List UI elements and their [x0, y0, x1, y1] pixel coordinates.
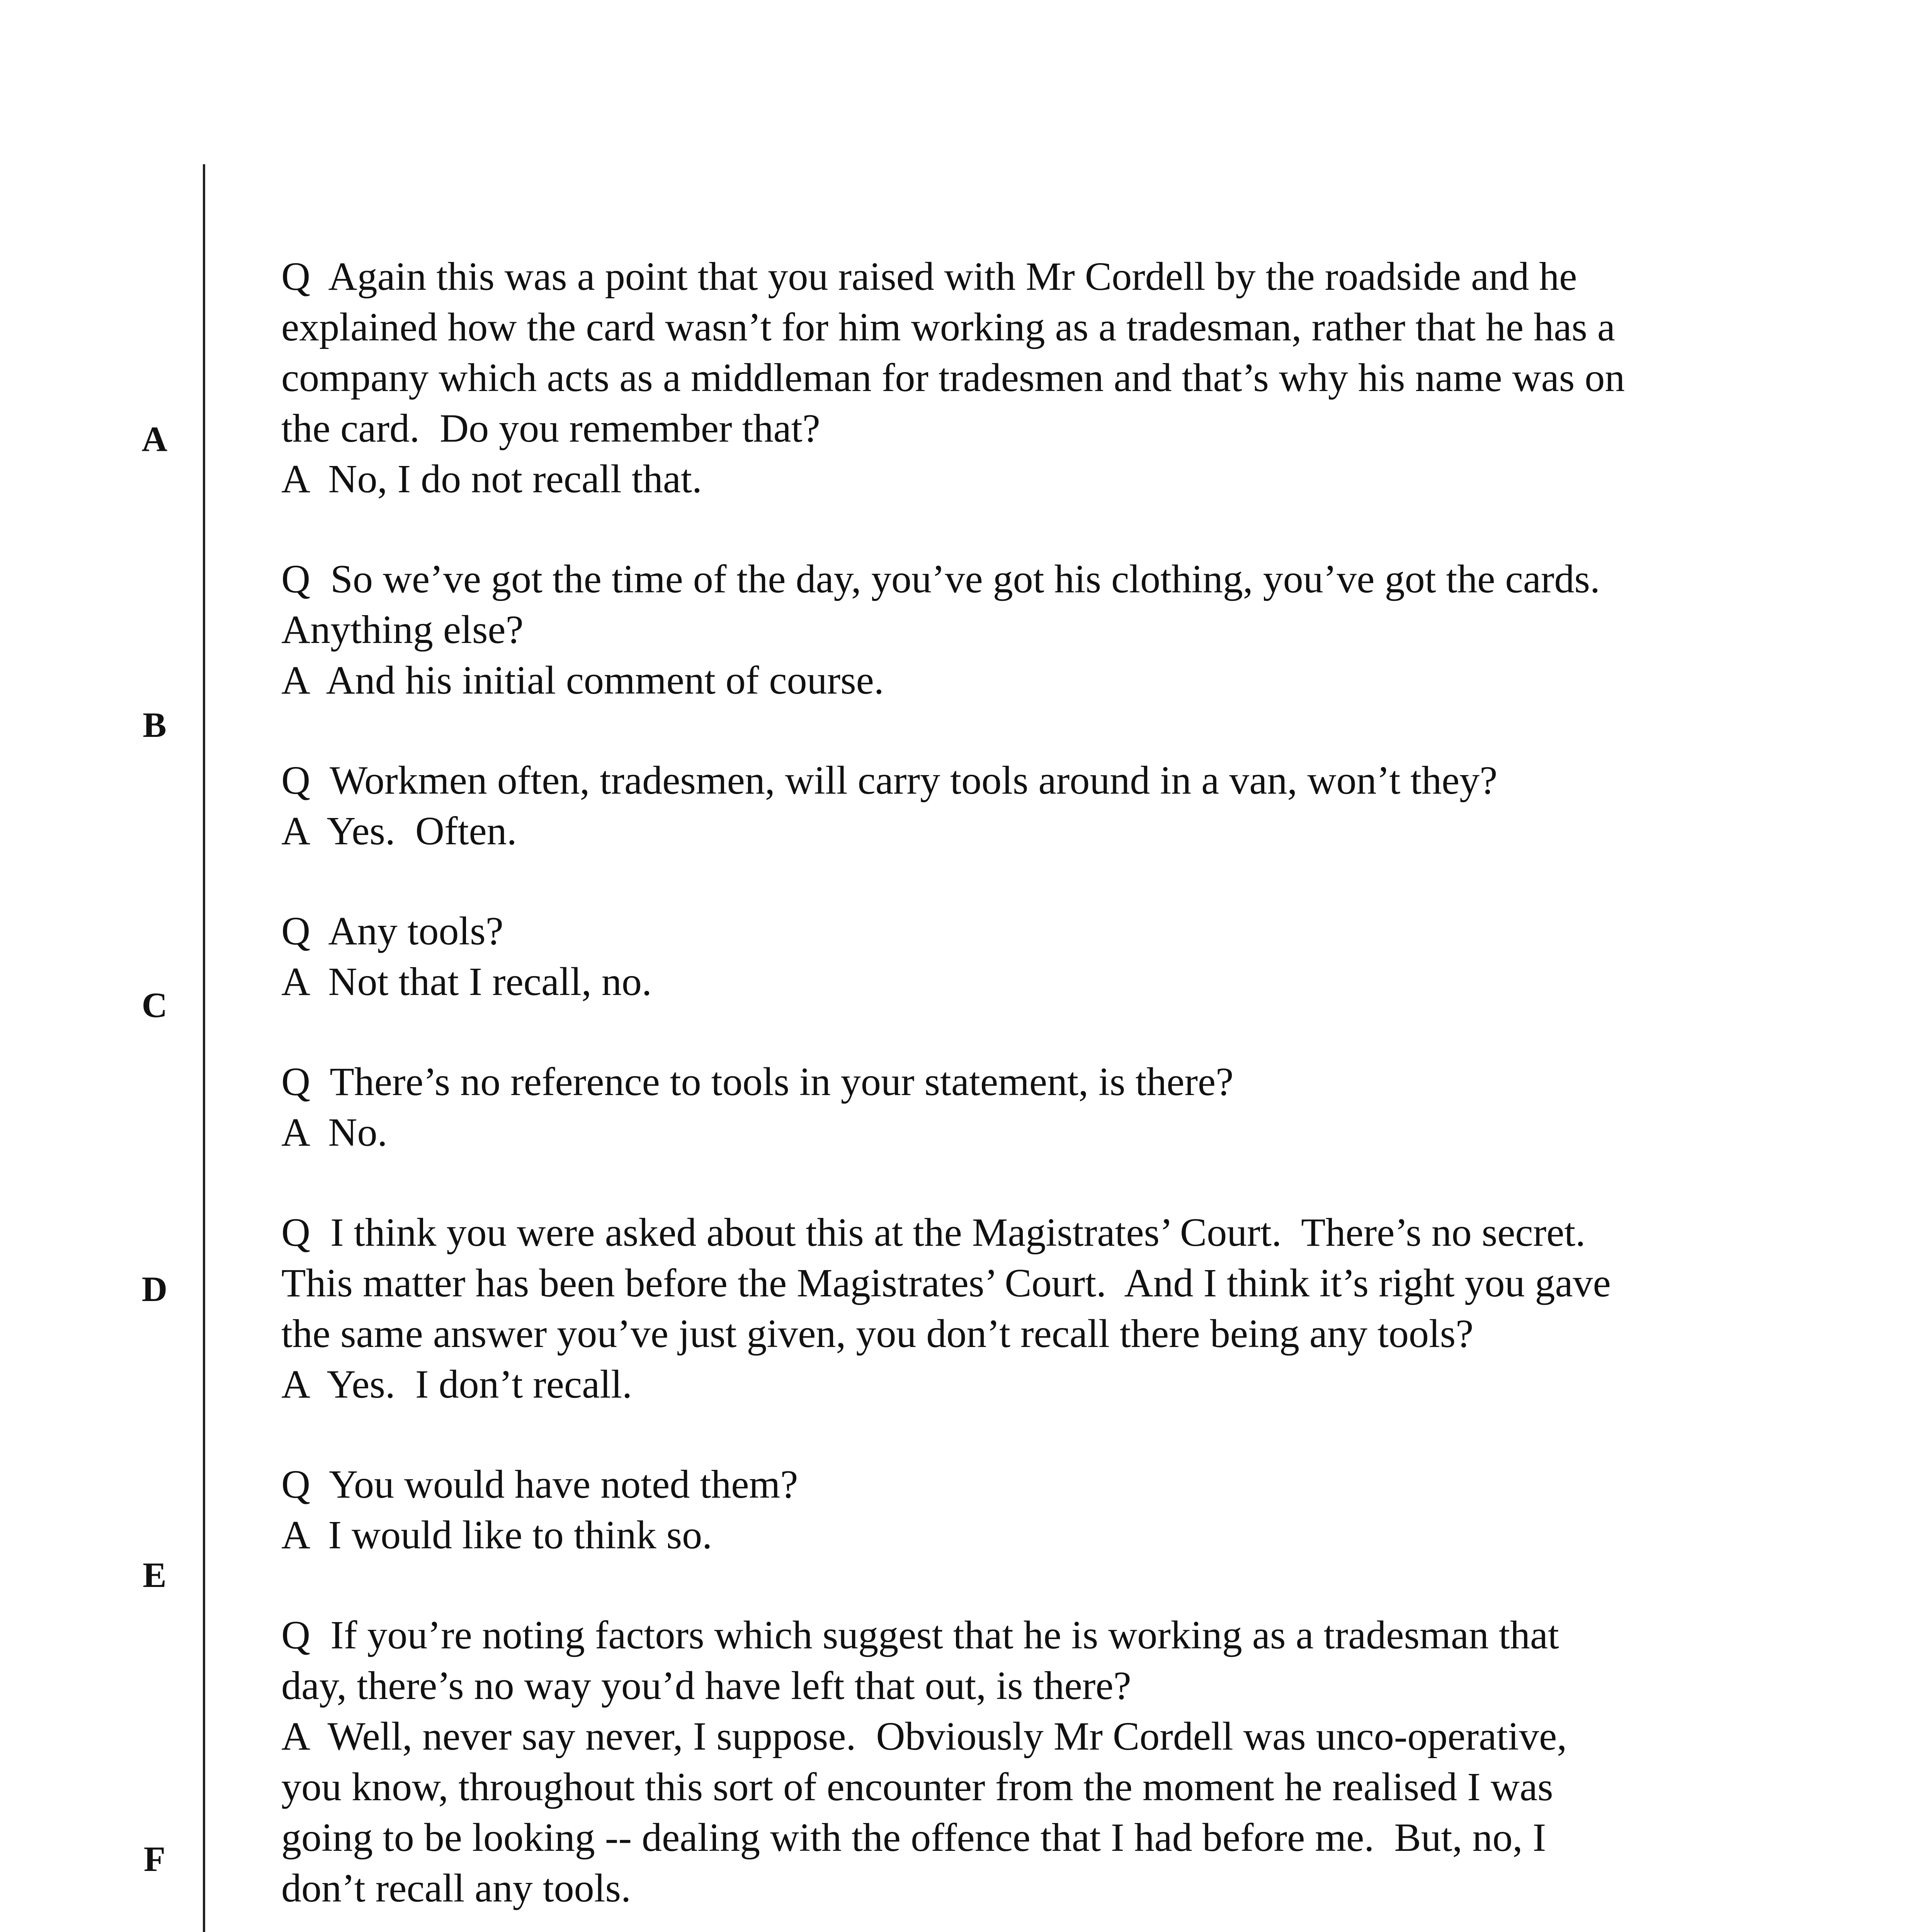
transcript-line: Q So we’ve got the time of the day, you’ve got his clothing, you’ve got the cards.	[281, 557, 1600, 601]
transcript-line: A I would like to think so.	[281, 1513, 713, 1557]
transcript-line: Q There’s no reference to tools in your statement, is there?	[281, 1060, 1234, 1104]
transcript-paragraph	[281, 1056, 1788, 1158]
transcript-line: going to be looking -- dealing with the offence that I had before me. But, no, I	[281, 1815, 1546, 1860]
transcript-line: company which acts as a middleman for tradesmen and that’s why his name was on	[281, 355, 1625, 400]
margin-letter-d: D	[141, 1269, 168, 1309]
transcript-paragraph	[281, 1207, 1788, 1410]
margin-letter-a: A	[141, 419, 168, 459]
transcript-line: A No, I do not recall that.	[281, 457, 702, 501]
transcript-line: Q Any tools?	[281, 909, 503, 953]
transcript-line: Q You would have noted them?	[281, 1462, 798, 1507]
transcript-line: A And his initial comment of course.	[281, 658, 884, 702]
transcript-line: A Not that I recall, no.	[281, 959, 652, 1004]
transcript-paragraph	[281, 554, 1788, 706]
margin-letter-b: B	[143, 705, 167, 745]
transcript-paragraph	[281, 755, 1788, 856]
transcript-paragraph	[281, 1459, 1788, 1560]
margin-letter-f: F	[143, 1839, 166, 1879]
transcript-line: Q If you’re noting factors which suggest that he is working as a tradesman that	[281, 1613, 1559, 1657]
margin-letter-c: C	[141, 985, 168, 1025]
transcript-line: A Well, never say never, I suppose. Obviously Mr Cordell was unco-operative,	[281, 1714, 1567, 1759]
transcript-line: don’t recall any tools.	[281, 1866, 631, 1910]
transcript-line: explained how the card wasn’t for him working as a tradesman, rather that he has a	[281, 305, 1616, 349]
transcript-line: A No.	[281, 1110, 388, 1155]
transcript-paragraph	[281, 906, 1788, 1007]
transcript-paragraph	[281, 251, 1788, 504]
transcript-line: the card. Do you remember that?	[281, 406, 820, 451]
transcript-line: you know, throughout this sort of encounter from the moment he realised I was	[281, 1765, 1553, 1809]
transcript-line: A Yes. I don’t recall.	[281, 1362, 633, 1406]
transcript-line: the same answer you’ve just given, you don’t recall there being any tools?	[281, 1311, 1474, 1356]
transcript-line: Q Again this was a point that you raised with Mr Cordell by the roadside and he	[281, 254, 1577, 299]
transcript-line: This matter has been before the Magistrates’ Court. And I think it’s right you gave	[281, 1261, 1611, 1305]
transcript-body	[281, 251, 1788, 1932]
margin-letter-e: E	[143, 1555, 167, 1595]
transcript-line: Anything else?	[281, 607, 524, 652]
transcript-line: Q Workmen often, tradesmen, will carry tools around in a van, won’t they?	[281, 758, 1498, 803]
transcript-line: A Yes. Often.	[281, 809, 517, 853]
transcript-paragraph	[281, 1610, 1788, 1913]
transcript-line: day, there’s no way you’d have left that out, is there?	[281, 1663, 1131, 1708]
left-margin-rule	[203, 164, 205, 1932]
transcript-line: Q I think you were asked about this at the Magistrates’ Court. There’s no secret.	[281, 1210, 1586, 1255]
